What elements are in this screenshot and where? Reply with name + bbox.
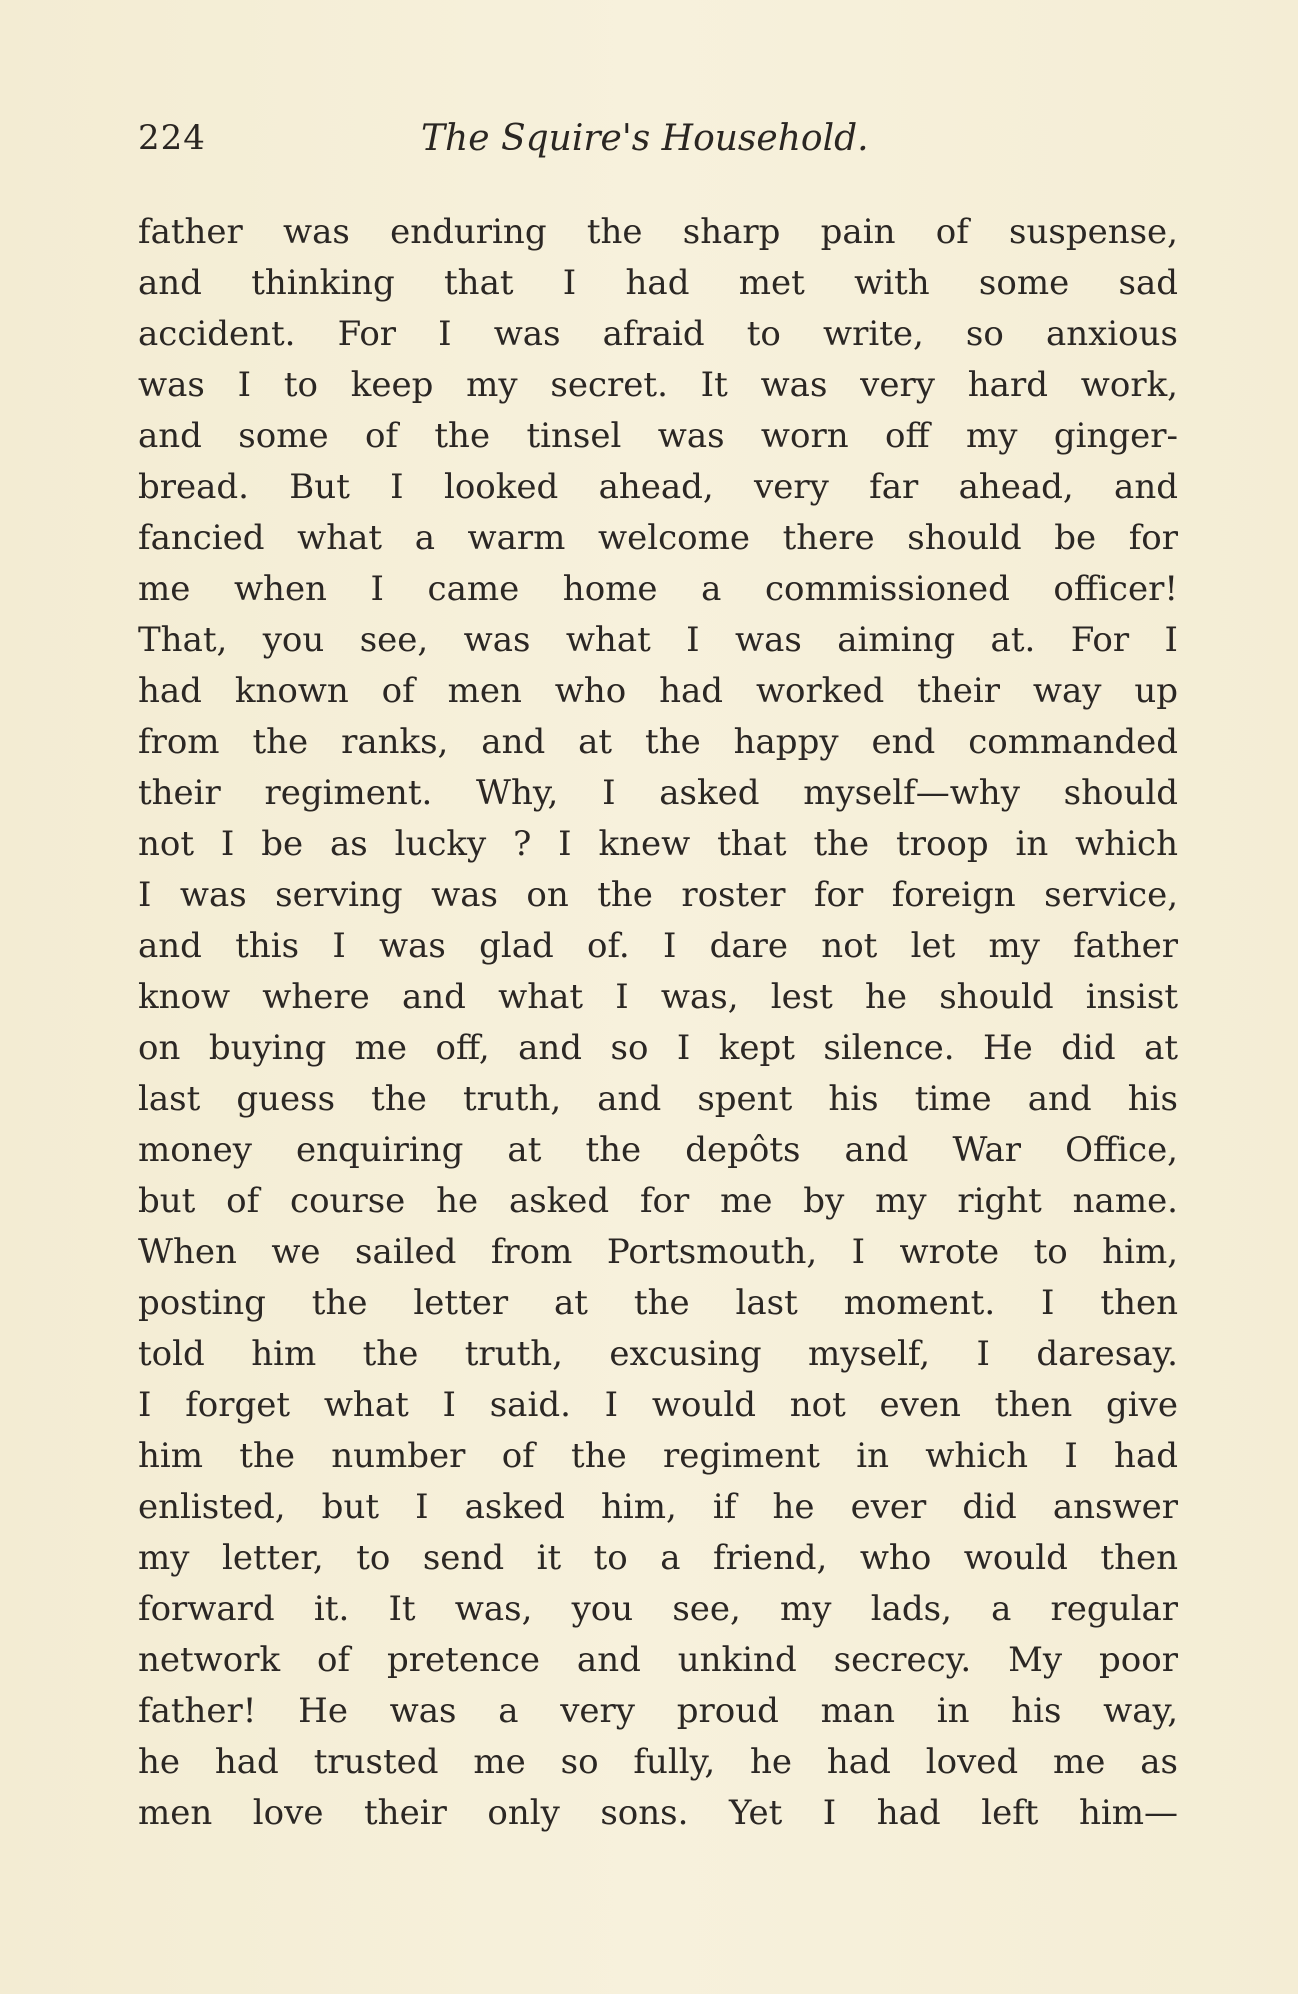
running-title: The Squire's Household. xyxy=(421,118,869,159)
text-line: told him the truth, excusing myself, I daresay. xyxy=(138,1334,1178,1374)
text-line: him the number of the regiment in which I had xyxy=(138,1436,1178,1476)
text-line: father! He was a very proud man in his way, xyxy=(138,1691,1178,1731)
page-number: 224 xyxy=(138,118,206,158)
text-line: and some of the tinsel was worn off my ginger- xyxy=(138,416,1178,456)
text-line: accident. For I was afraid to write, so anxious xyxy=(138,314,1178,354)
text-line: me when I came home a commissioned officer! xyxy=(138,569,1178,609)
text-line: and thinking that I had met with some sad xyxy=(138,263,1178,303)
text-line: I forget what I said. I would not even then give xyxy=(138,1385,1178,1425)
text-line: last guess the truth, and spent his time and his xyxy=(138,1079,1178,1119)
text-line: he had trusted me so fully, he had loved me as xyxy=(138,1742,1178,1782)
text-line: was I to keep my secret. It was very hard work, xyxy=(138,365,1178,405)
text-line: and this I was glad of. I dare not let my father xyxy=(138,926,1178,966)
text-line: posting the letter at the last moment. I then xyxy=(138,1283,1178,1323)
text-line: men love their only sons. Yet I had left him— xyxy=(138,1793,1178,1833)
text-line: my letter, to send it to a friend, who would then xyxy=(138,1538,1178,1578)
text-line: but of course he asked for me by my right name. xyxy=(138,1181,1178,1221)
text-line: not I be as lucky ? I knew that the troop in which xyxy=(138,824,1178,864)
text-line: fancied what a warm welcome there should be for xyxy=(138,518,1178,558)
text-line: know where and what I was, lest he should insist xyxy=(138,977,1178,1017)
text-line: bread. But I looked ahead, very far ahead, and xyxy=(138,467,1178,507)
text-line: from the ranks, and at the happy end commanded xyxy=(138,722,1178,762)
text-line: father was enduring the sharp pain of suspense, xyxy=(138,212,1178,252)
text-line: money enquiring at the depôts and War Office, xyxy=(138,1130,1178,1170)
text-line: I was serving was on the roster for foreign service, xyxy=(138,875,1178,915)
text-line: forward it. It was, you see, my lads, a regular xyxy=(138,1589,1178,1629)
text-line: their regiment. Why, I asked myself—why should xyxy=(138,773,1178,813)
text-line: network of pretence and unkind secrecy. My poor xyxy=(138,1640,1178,1680)
text-line: That, you see, was what I was aiming at. For I xyxy=(138,620,1178,660)
text-line: enlisted, but I asked him, if he ever did answer xyxy=(138,1487,1178,1527)
text-line: on buying me off, and so I kept silence. He did at xyxy=(138,1028,1178,1068)
text-line: had known of men who had worked their way up xyxy=(138,671,1178,711)
text-line: When we sailed from Portsmouth, I wrote to him, xyxy=(138,1232,1178,1272)
body-text xyxy=(138,207,1178,1839)
running-head xyxy=(138,118,1178,168)
